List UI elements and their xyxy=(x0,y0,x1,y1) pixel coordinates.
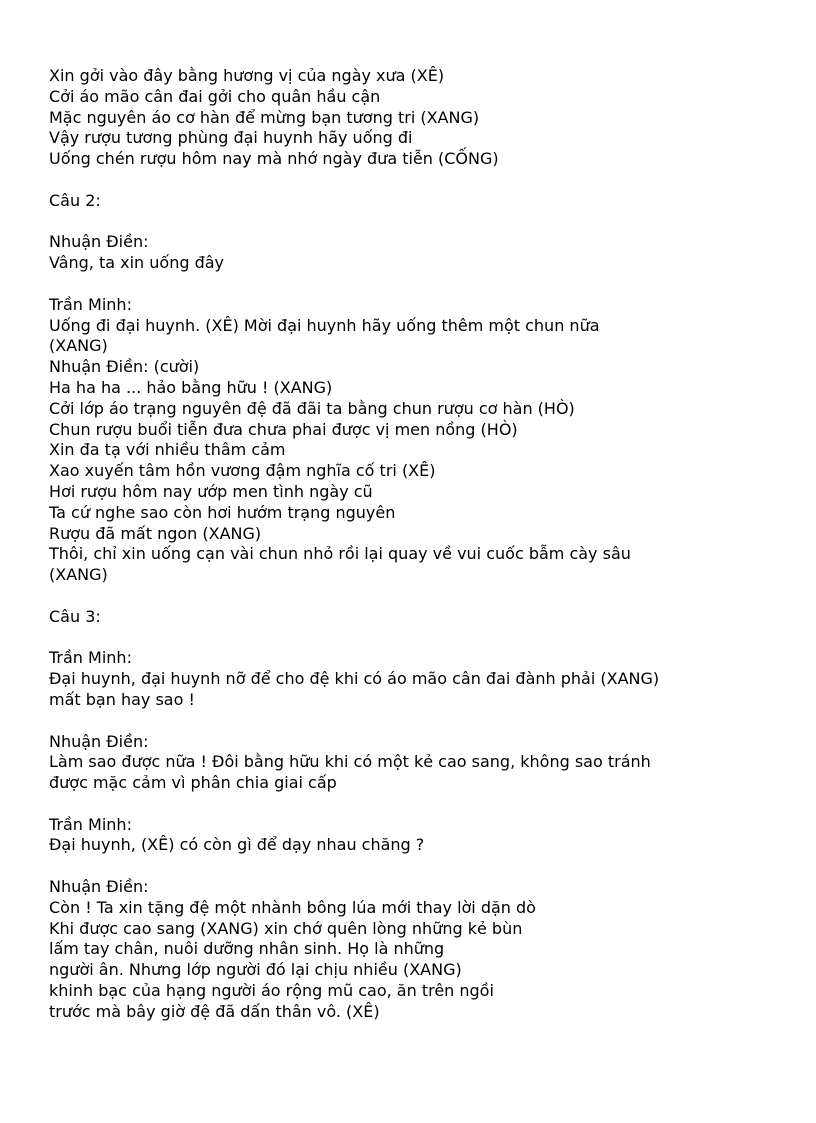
blank-line xyxy=(49,212,779,233)
text-line: Xin đa tạ với nhiều thâm cảm xyxy=(49,440,286,460)
text-line: lấm tay chân, nuôi dưỡng nhân sinh. Họ là những xyxy=(49,939,445,959)
text-line: khinh bạc của hạng người áo rộng mũ cao, ăn trên ngồi xyxy=(49,981,494,1001)
blank-line xyxy=(49,274,779,295)
text-line: Đại huynh, đại huynh nỡ để cho đệ khi có áo mão cân đai đành phải (XANG) xyxy=(49,669,660,689)
speaker-label: Trần Minh: xyxy=(49,294,132,314)
speaker-label: Nhuận Điền: xyxy=(49,232,149,252)
text-line: (XANG) xyxy=(49,565,108,585)
text-line: Còn ! Ta xin tặng đệ một nhành bông lúa mới thay lời dặn dò xyxy=(49,897,536,917)
text-line: Thôi, chỉ xin uống cạn vài chun nhỏ rồi lại quay về vui cuốc bẫm cày sâu xyxy=(49,544,631,564)
blank-line xyxy=(49,586,779,607)
text-line: Cởi lớp áo trạng nguyên đệ đã đãi ta bằng chun rượu cơ hàn (HÒ) xyxy=(49,398,575,418)
text-line: Uống đi đại huynh. (XÊ) Mời đại huynh hãy uống thêm một chun nữa xyxy=(49,315,600,335)
text-line: Đại huynh, (XÊ) có còn gì để dạy nhau chăng ? xyxy=(49,835,425,855)
text-line: Uống chén rượu hôm nay mà nhớ ngày đưa tiễn (CỐNG) xyxy=(49,149,499,169)
speaker-label: Nhuận Điền: (cười) xyxy=(49,357,200,377)
text-line: Cởi áo mão cân đai gởi cho quân hầu cận xyxy=(49,86,381,106)
text-line: mất bạn hay sao ! xyxy=(49,689,195,709)
speaker-label: Trần Minh: xyxy=(49,648,132,668)
document-page xyxy=(49,66,779,1023)
text-line: Xin gởi vào đây bằng hương vị của ngày xưa (XÊ) xyxy=(49,66,445,85)
blank-line xyxy=(49,856,779,877)
section-heading: Câu 3: xyxy=(49,606,101,626)
text-line: Mặc nguyên áo cơ hàn để mừng bạn tương tri (XANG) xyxy=(49,107,480,127)
text-line: được mặc cảm vì phân chia giai cấp xyxy=(49,773,337,793)
blank-line xyxy=(49,711,779,732)
blank-line xyxy=(49,628,779,649)
blank-line xyxy=(49,794,779,815)
text-line: Rượu đã mất ngon (XANG) xyxy=(49,523,262,543)
text-line: Hơi rượu hôm nay ướp men tình ngày cũ xyxy=(49,481,373,501)
text-line: Ta cứ nghe sao còn hơi hướm trạng nguyên xyxy=(49,502,396,522)
text-line: Khi được cao sang (XANG) xin chớ quên lòng những kẻ bùn xyxy=(49,918,523,938)
text-line: Xao xuyến tâm hồn vương đậm nghĩa cố tri (XÊ) xyxy=(49,461,436,481)
text-line: Vâng, ta xin uống đây xyxy=(49,253,225,273)
speaker-label: Nhuận Điền: xyxy=(49,731,149,751)
section-heading: Câu 2: xyxy=(49,190,101,210)
text-line: Làm sao được nữa ! Đôi bằng hữu khi có một kẻ cao sang, không sao tránh xyxy=(49,752,651,772)
text-line: trước mà bây giờ đệ đã dấn thân vô. (XÊ) xyxy=(49,1001,380,1021)
text-line: người ân. Nhưng lớp người đó lại chịu nhiều (XANG) xyxy=(49,960,462,980)
blank-line xyxy=(49,170,779,191)
text-line: Vậy rượu tương phùng đại huynh hãy uống đi xyxy=(49,128,413,148)
text-line: (XANG) xyxy=(49,336,108,356)
text-line: Chun rượu buổi tiễn đưa chưa phai được vị men nồng (HÒ) xyxy=(49,419,518,439)
speaker-label: Nhuận Điền: xyxy=(49,877,149,897)
text-line: Ha ha ha ... hảo bằng hữu ! (XANG) xyxy=(49,377,333,397)
speaker-label: Trần Minh: xyxy=(49,814,132,834)
